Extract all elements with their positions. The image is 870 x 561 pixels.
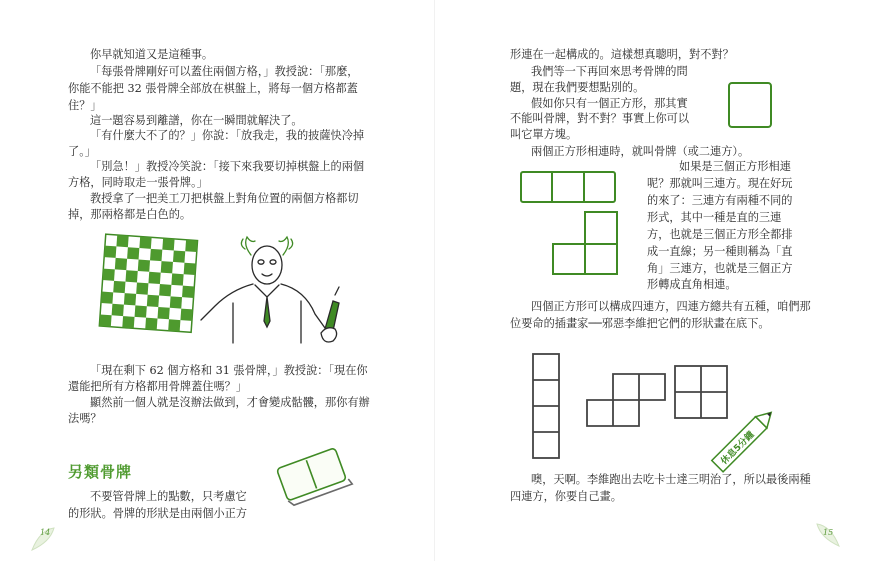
chessboard-square [147, 295, 159, 307]
paragraph: 「每張骨牌剛好可以蓋住兩個方格，」教授說：「那麼， [90, 65, 359, 78]
chessboard-square [136, 282, 148, 294]
chessboard-square [99, 314, 111, 326]
paragraph-line: 呢？那就叫三連方。現在好玩 [647, 177, 793, 190]
paragraph-line: 掉，那兩格都是白色的。 [68, 208, 192, 221]
right-tromino-drawing [551, 210, 621, 276]
section-paragraph: 不要管骨牌上的點數，只考慮它 [90, 490, 247, 503]
chessboard-square [124, 293, 136, 305]
chessboard-square [135, 305, 147, 317]
paragraph: 「有什麼大不了的？」你說：「放我走，我的披薩快冷掉 [90, 129, 365, 142]
chessboard-square [127, 247, 139, 259]
paragraph-line: 題，現在我們要想點別的。 [510, 81, 645, 94]
chessboard-square [180, 309, 192, 321]
domino-illustration [268, 438, 364, 518]
chessboard-square [173, 250, 185, 262]
paragraph: 兩個正方形相連時，就叫骨牌（或二連方）。 [531, 145, 750, 158]
paragraph: 「現在剩下 62 個方格和 31 張骨牌，」教授說：「現在你 [90, 364, 368, 377]
straight-tromino-drawing [519, 169, 619, 205]
right-page [435, 0, 870, 561]
section-paragraph-line: 的形狀。骨牌的形狀是由兩個小正方 [68, 507, 248, 520]
paragraph-line: 形轉成直角相連。 [647, 278, 737, 291]
paragraph: 教授拿了一把美工刀把棋盤上對角位置的兩個方格都切 [90, 192, 359, 205]
paragraph: 噢，天啊。李維跑出去吃卡士達三明治了，所以最後兩種 [531, 473, 811, 486]
paragraph-line: 方格，同時取走一張骨牌。」 [68, 176, 208, 189]
chessboard-square [139, 237, 151, 249]
paragraph-line: 住？」 [68, 99, 102, 112]
chessboard-square [115, 258, 127, 270]
professor-chessboard-illustration [95, 225, 385, 355]
paragraph: 我們等一下再回來思考骨牌的問 [531, 65, 688, 78]
paragraph-line: 叫它單方塊。 [510, 128, 578, 141]
paragraph-line: 形連在一起構成的。這樣想真聰明，對不對？ [510, 48, 734, 61]
chessboard-square [162, 238, 174, 250]
monomino-drawing [726, 80, 776, 130]
paragraph-line: 角」三連方，也就是三個正方 [647, 262, 793, 275]
paragraph: 這一題容易到離譜，你在一瞬間就解決了。 [90, 114, 303, 127]
paragraph-line: 不能叫骨牌，對不對？事實上你可以 [510, 112, 690, 125]
chessboard-square [103, 269, 115, 281]
paragraph: 你早就知道又是這種事。 [90, 48, 214, 61]
chessboard-square [184, 263, 196, 275]
pencil-label: 休息5分鐘 [719, 429, 757, 467]
paragraph-line: 你能不能把 32 張骨牌全部放在棋盤上，將每一個方格都蓋 [68, 82, 358, 95]
chessboard-square [171, 273, 183, 285]
paragraph-line: 四連方，你要自己畫。 [510, 490, 622, 503]
paragraph-line: 了。」 [68, 145, 96, 158]
paragraph: 四個正方形可以構成四連方，四連方總共有五種，咱們那 [531, 300, 811, 313]
chessboard-square [157, 307, 169, 319]
paragraph: 「別急！」教授冷笑說：「接下來我要切掉棋盤上的兩個 [90, 160, 365, 173]
chessboard-square [182, 286, 194, 298]
paragraph-line: 方，也就是三個正方形全都排 [647, 228, 793, 241]
chessboard-square [138, 260, 150, 272]
paragraph: 如果是三個正方形相連 [679, 160, 791, 173]
chessboard-square [168, 319, 180, 331]
paragraph-line: 還能把所有方格都用骨牌蓋住嗎？」 [68, 380, 248, 393]
chessboard-square [125, 270, 137, 282]
paragraph-line: 法嗎？ [68, 412, 102, 425]
chessboard-square [150, 249, 162, 261]
paragraph-line: 形式，其中一種是直的三連 [647, 211, 782, 224]
paragraph-line: 位要命的插畫家──邪惡李維把它們的形狀畫在底下。 [510, 317, 770, 330]
page-number: 14 [40, 528, 51, 537]
chessboard-square [112, 304, 124, 316]
chessboard-square [170, 296, 182, 308]
chessboard-square [113, 281, 125, 293]
chessboard-square [161, 261, 173, 273]
chessboard-square [101, 292, 113, 304]
paragraph-line: 的來了：三連方有兩種不同的 [647, 194, 793, 207]
chessboard-square [104, 246, 116, 258]
paragraph: 顯然前一個人就是沒辦法做到，才會變成骷髏，那你有辦 [90, 396, 370, 409]
chessboard-square [148, 272, 160, 284]
chessboard-square [159, 284, 171, 296]
chessboard-square [185, 240, 197, 252]
chessboard-square [122, 316, 134, 328]
page-number: 15 [823, 528, 834, 537]
chessboard-square [145, 318, 157, 330]
chessboard-square [116, 235, 128, 247]
paragraph: 假如你只有一個正方形，那其實 [531, 97, 688, 110]
paragraph-line: 成一直線；另一種則稱為「直 [647, 245, 793, 258]
section-heading: 另類骨牌 [68, 463, 133, 481]
